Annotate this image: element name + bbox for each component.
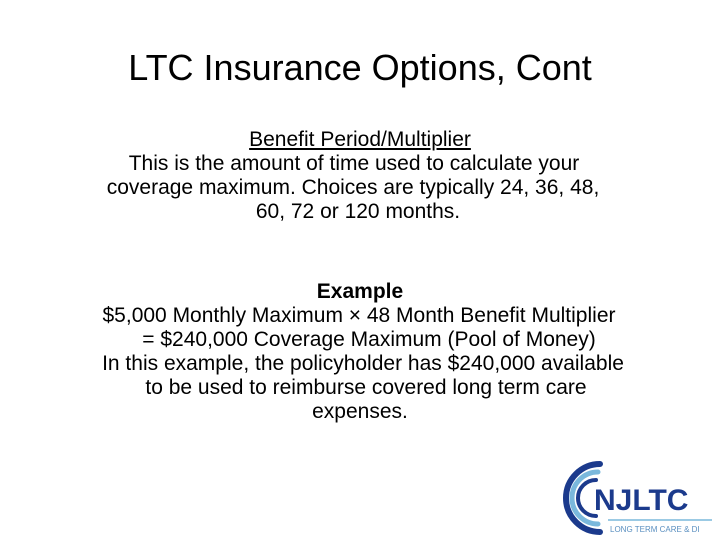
example-line: expenses. xyxy=(312,400,408,423)
example-section xyxy=(0,280,720,424)
example-line: $5,000 Monthly Maximum × 48 Month Benefit Multiplier xyxy=(102,304,616,327)
example-line: to be used to reimburse covered long term care xyxy=(145,376,587,399)
example-line: = $240,000 Coverage Maximum (Pool of Money) xyxy=(142,328,596,351)
benefit-period-line: This is the amount of time used to calculate your xyxy=(128,152,580,175)
example-line: In this example, the policyholder has $240,000 available xyxy=(102,352,624,375)
benefit-period-section xyxy=(0,128,720,224)
benefit-period-line: 60, 72 or 120 months. xyxy=(255,200,461,223)
benefit-period-line: coverage maximum. Choices are typically 24, 36, 48, xyxy=(106,176,600,199)
njltc-logo xyxy=(548,456,718,540)
example-heading: Example xyxy=(316,280,404,303)
logo-name: NJLTC xyxy=(594,484,689,517)
logo-tagline: LONG TERM CARE & DI xyxy=(610,525,700,534)
slide-title: LTC Insurance Options, Cont xyxy=(128,47,592,88)
njltc-logo-mark xyxy=(548,456,718,540)
benefit-period-heading: Benefit Period/Multiplier xyxy=(249,128,471,151)
